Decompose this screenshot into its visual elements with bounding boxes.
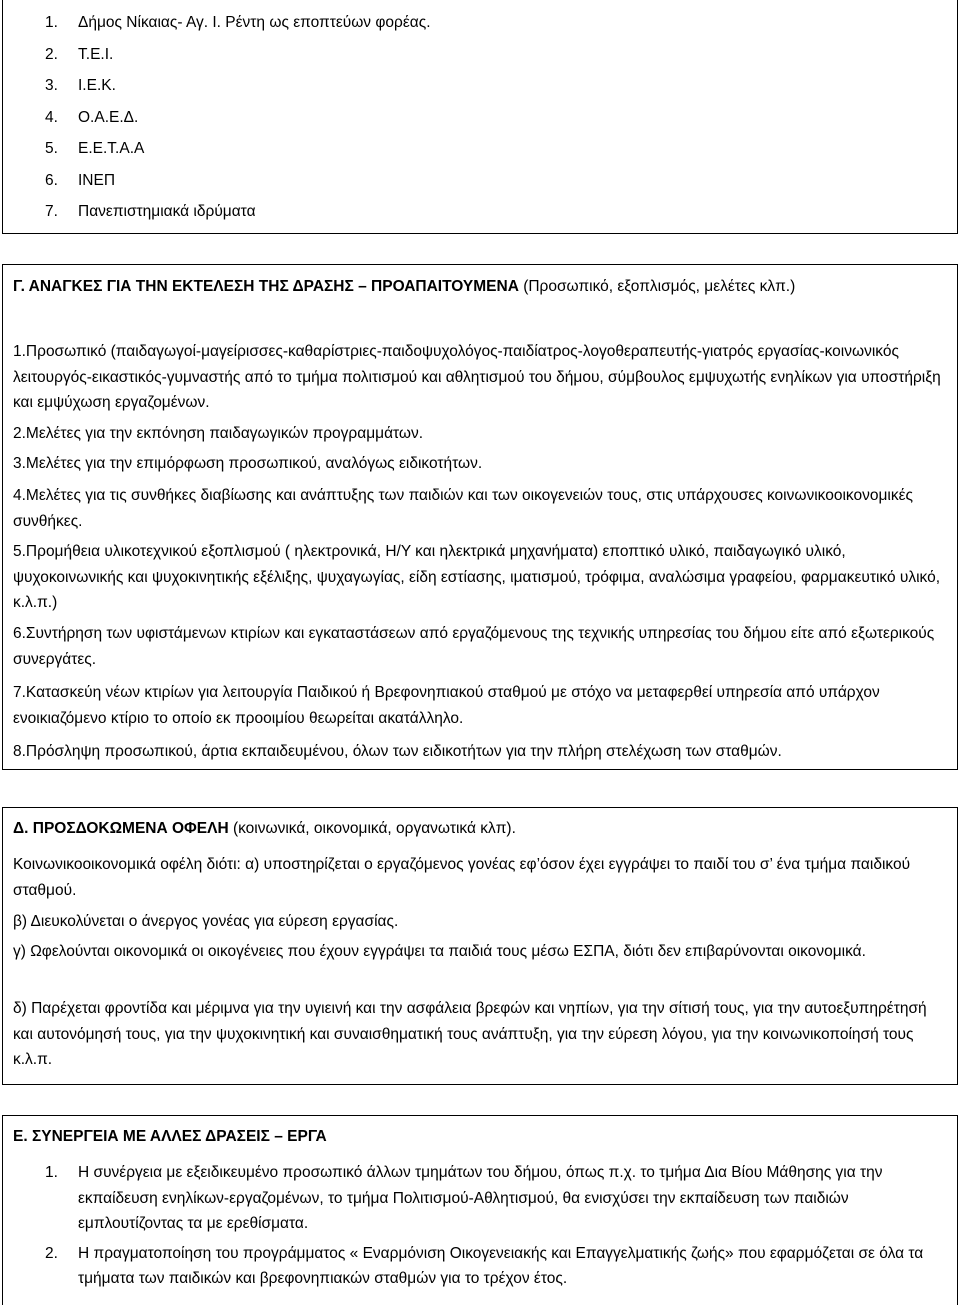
benefit-item: Κοινωνικοοικονομικά οφέλη διότι: α) υποστηρίζεται ο εργαζόμενος γονέας εφ’όσον έχει εγγράψει το παιδί του σ’ ένα τμήμα παιδικού σταθμού. bbox=[13, 856, 911, 899]
list-item: 6. ΙΝΕΠ bbox=[45, 171, 116, 189]
list-item: 5. Ε.Ε.Τ.Α.Α bbox=[45, 140, 145, 157]
needs-item: 6.Συντήρηση των υφιστάμενων κτιρίων και εγκαταστάσεων από εργαζόμενους της τεχνικής υπηρεσίας του δήμου είτε από εξωτερικούς συνεργάτες. bbox=[13, 625, 935, 668]
list-item: 1. Δήμος Νίκαιας- Αγ. Ι. Ρέντη ως εποπτεύων φορέας. bbox=[45, 14, 431, 31]
list-item: 3. Ι.Ε.Κ. bbox=[45, 77, 116, 94]
benefits-heading-rest: (κοινωνικά, οικονομικά, οργανωτικά κλπ). bbox=[228, 820, 516, 837]
benefits-section bbox=[2, 807, 958, 1085]
needs-item: 4.Μελέτες για τις συνθήκες διαβίωσης και ανάπτυξης των παιδιών και των οικογενειών τους, στις υπάρχουσες κοινωνικοοικονομικές συνθήκες. bbox=[13, 487, 913, 530]
needs-heading bbox=[13, 274, 949, 300]
synergy-section bbox=[2, 1115, 958, 1305]
needs-item: 7.Κατασκεύη νέων κτιρίων για λειτουργία Παιδικού ή Βρεφονηπιακού σταθμού με στόχο να μεταφερθεί υπηρεσία από υπάρχον ενοικιαζόμενο κτίριο το οποίο εκ προοιμίου θεωρείται ακατάλληλο. bbox=[13, 684, 880, 727]
needs-item: 2.Μελέτες για την εκπόνηση παιδαγωγικών προγραμμάτων. bbox=[13, 425, 424, 442]
list-item: 2. Τ.Ε.Ι. bbox=[45, 45, 114, 63]
bodies-section bbox=[2, 0, 958, 234]
list-item: 2. Η πραγματοποίηση του προγράμματος « Εναρμόνιση Οικογενειακής και Επαγγελματικής ζωής» που εφαρμόζεται σε όλα τα τμήματα των παιδικών και βρεφονηπιακών σταθμών για το τρέχον έτος. bbox=[45, 1244, 924, 1287]
bodies-list bbox=[3, 7, 431, 228]
needs-heading-rest: (Προσωπικό, εξοπλισμός, μελέτες κλπ.) bbox=[518, 278, 796, 295]
benefit-item: δ) Παρέχεται φροντίδα και μέριμνα για την υγιεινή και την ασφάλεια βρεφών και νηπίων, για την σίτισή τους, για την αυτοεξυπηρέτησή και αυτονόμησή τους, για την ψυχοκινητική και συναισθηματική τους ανάπτυξη, για την εύρεση λόγου, για την κοινωνικοποίησή τους κ.λ.π. bbox=[13, 1000, 927, 1068]
benefit-item: γ) Ωφελούνται οικονομικά οι οικογένειες που έχουν εγγράψει τα παιδιά τους μέσω ΕΣΠΑ, διότι δεν επιβαρύνονται οικονομικά. bbox=[13, 943, 866, 960]
needs-item: 3.Μελέτες για την επιμόρφωση προσωπικού, αναλόγως ειδικοτήτων. bbox=[13, 455, 483, 472]
list-item: 7. Πανεπιστημιακά ιδρύματα bbox=[45, 203, 256, 220]
needs-item: 5.Προμήθεια υλικοτεχνικού εξοπλισμού ( ηλεκτρονικά, Η/Υ και ηλεκτρικά μηχανήματα) εποπτικό υλικό, παιδαγωγικό υλικό, ψυχοκοινωνικής και ψυχοκινητικής εξέλιξης, ψυχαγωγίας, είδη εστίασης, ιματισμού, τρόφιμα, αναλώσιμα γραφείου, φαρμακευτικό υλικό, κ.λ.π.) bbox=[13, 543, 941, 611]
needs-item: 1.Προσωπικό (παιδαγωγοί-μαγείρισσες-καθαρίστριες-παιδοψυχολόγος-παιδίατρος-λογοθεραπευτής-γιατρός εργασίας-κοινωνικός λειτουργός-εικαστικός-γυμναστής από το τμήμα πολιτισμού και αθλητισμού του δήμου, σύμβουλος εμψυχωτής ενηλίκων για υποστήριξη και εμψύχωση εργαζομένων. bbox=[13, 343, 941, 411]
benefits-heading-bold: Δ. ΠΡΟΣΔΟΚΩΜΕΝΑ ΟΦΕΛΗ bbox=[13, 820, 229, 837]
needs-item: 8.Πρόσληψη προσωπικού, άρτια εκπαιδευμένου, όλων των ειδικοτήτων για την πλήρη στελέχωση των σταθμών. bbox=[13, 743, 782, 760]
benefits-heading bbox=[13, 816, 949, 842]
synergy-heading: Ε. ΣΥΝΕΡΓΕΙΑ ΜΕ ΑΛΛΕΣ ΔΡΑΣΕΙΣ – ΕΡΓΑ bbox=[13, 1128, 327, 1145]
list-item: 4. Ο.Α.Ε.Δ. bbox=[45, 108, 139, 126]
benefit-item: β) Διευκολύνεται ο άνεργος γονέας για εύρεση εργασίας. bbox=[13, 913, 399, 930]
list-item: 1. Η συνέργεια με εξειδικευμένο προσωπικό άλλων τμημάτων του δήμου, όπως π.χ. το τμήμα Δια Βίου Μάθησης για την εκπαίδευση ενηλίκων-εργαζομένων, το τμήμα Πολιτισμού-Αθλητισμού, θα ενισχύσει την εκπαίδευση των παιδιών εμπλουτίζοντας τα με ερεθίσματα. bbox=[45, 1164, 883, 1232]
synergy-list bbox=[3, 1160, 949, 1296]
needs-heading-bold: Γ. ΑΝΑΓΚΕΣ ΓΙΑ ΤΗΝ ΕΚΤΕΛΕΣΗ ΤΗΣ ΔΡΑΣΗΣ – ΠΡΟΑΠΑΙΤΟΥΜΕΝΑ bbox=[13, 278, 519, 295]
needs-section bbox=[2, 264, 958, 770]
